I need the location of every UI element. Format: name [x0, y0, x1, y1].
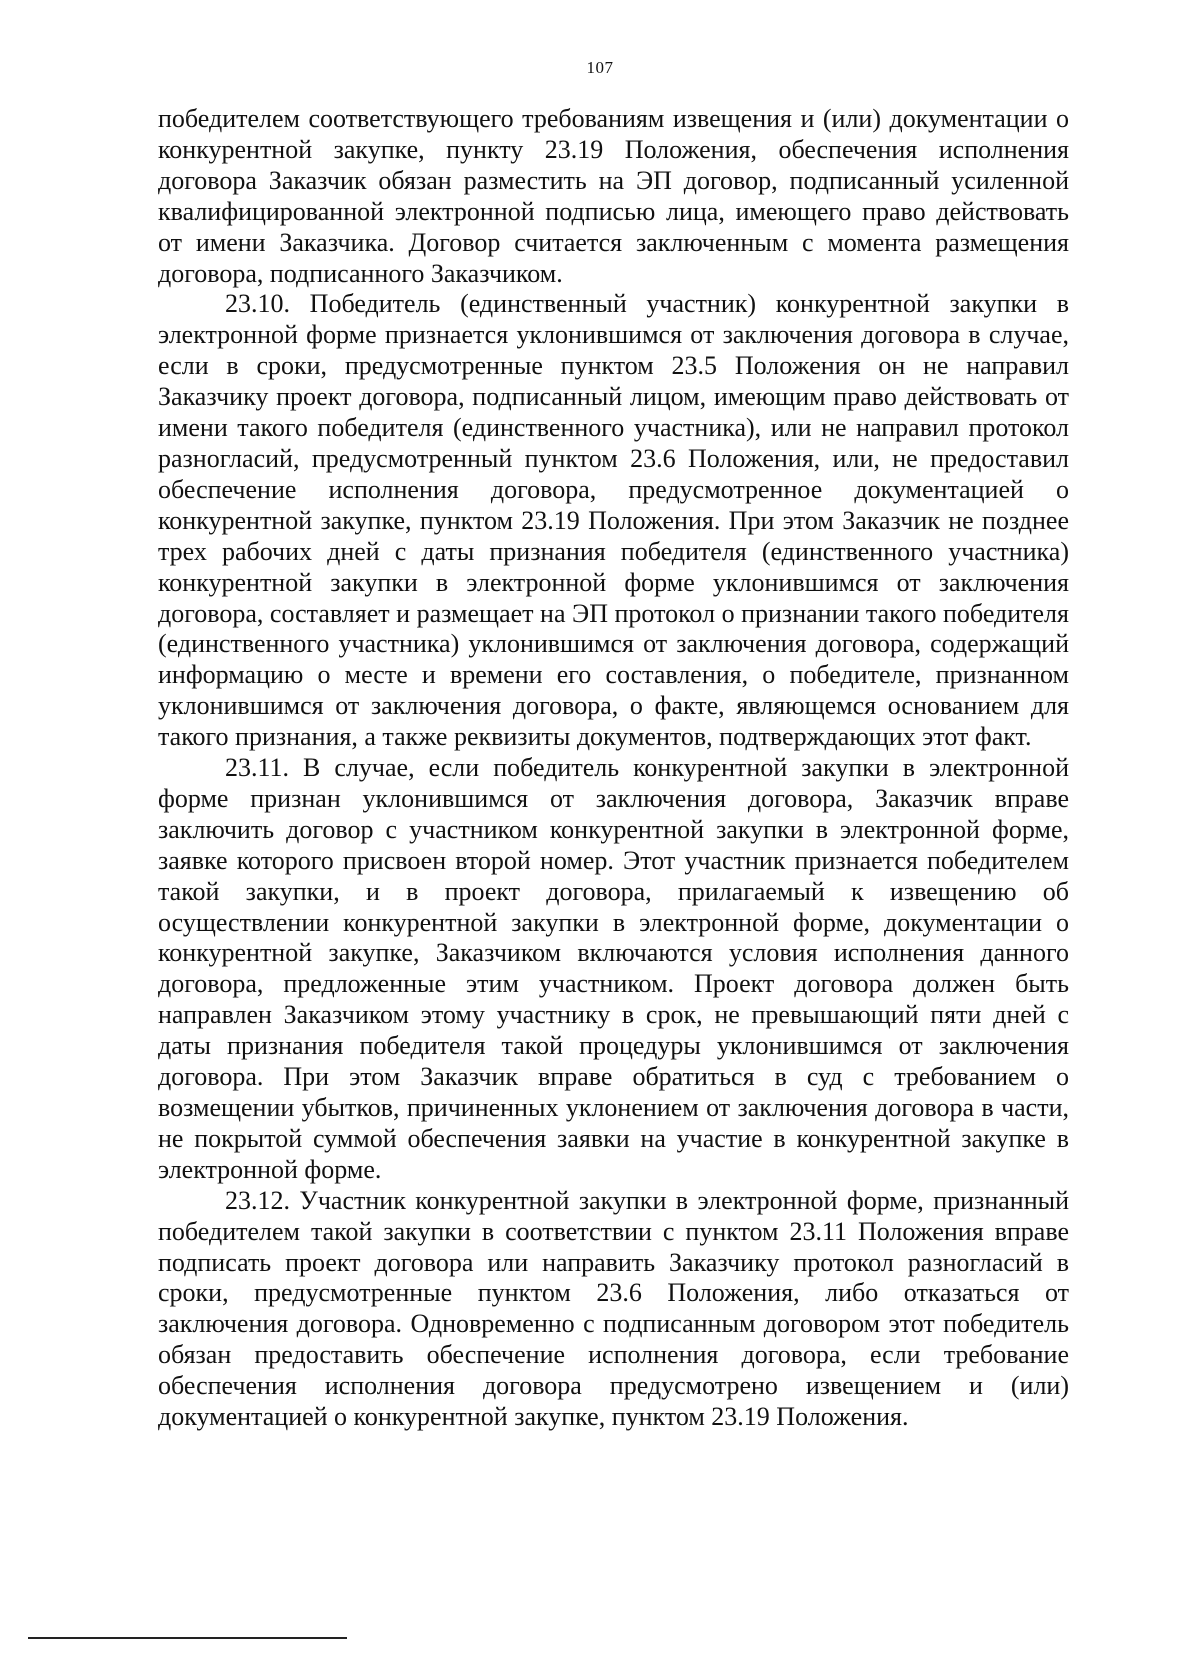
document-body [158, 104, 1069, 1433]
page-number: 107 [586, 58, 614, 77]
paragraph-continuation: победителем соответствующего требованиям извещения и (или) документации о конкурентной закупке, пункту 23.19 Положения, обеспечения исполнения договора Заказчик обязан разместить на ЭП договор, подписанный усиленной квалифицированной электронной подписью лица, имеющего право действовать от имени Заказчика. Договор считается заключенным с момента размещения договора, подписанного Заказчиком. [158, 104, 1069, 288]
paragraph-23-11: 23.11. В случае, если победитель конкурентной закупки в электронной форме признан уклонившимся от заключения договора, Заказчик вправе заключить договор с участником конкурентной закупки в электронной форме, заявке которого присвоен второй номер. Этот участник признается победителем такой закупки, и в проект договора, прилагаемый к извещению об осуществлении конкурентной закупки в электронной форме, документации о конкурентной закупке, Заказчиком включаются условия исполнения данного договора, предложенные этим участником. Проект договора должен быть направлен Заказчиком этому участнику в срок, не превышающий пяти дней с даты признания победителя такой процедуры уклонившимся от заключения договора. При этом Заказчик вправе обратиться в суд с требованием о возмещении убытков, причиненных уклонением от заключения договора в части, не покрытой суммой обеспечения заявки на участие в конкурентной закупке в электронной форме. [158, 753, 1069, 1184]
footnote-separator-line [28, 1637, 347, 1639]
paragraph-23-12: 23.12. Участник конкурентной закупки в электронной форме, признанный победителем такой закупки в соответствии с пунктом 23.11 Положения вправе подписать проект договора или направить Заказчику протокол разногласий в сроки, предусмотренные пунктом 23.6 Положения, либо отказаться от заключения договора. Одновременно с подписанным договором этот победитель обязан предоставить обеспечение исполнения договора, если требование обеспечения исполнения договора предусмотрено извещением и (или) документацией о конкурентной закупке, пунктом 23.19 Положения. [158, 1185, 1069, 1432]
paragraph-23-10: 23.10. Победитель (единственный участник) конкурентной закупки в электронной форме признается уклонившимся от заключения договора в случае, если в сроки, предусмотренные пунктом 23.5 Положения он не направил Заказчику проект договора, подписанный лицом, имеющим право действовать от имени такого победителя (единственного участника), или не направил протокол разногласий, предусмотренный пунктом 23.6 Положения, или, не предоставил обеспечение исполнения договора, предусмотренное документацией о конкурентной закупке, пунктом 23.19 Положения. При этом Заказчик не позднее трех рабочих дней с даты признания победителя (единственного участника) конкурентной закупки в электронной форме уклонившимся от заключения договора, составляет и размещает на ЭП протокол о признании такого победителя (единственного участника) уклонившимся от заключения договора, содержащий информацию о месте и времени его составления, о победителе, признанном уклонившимся от заключения договора, о факте, являющемся основанием для такого признания, а также реквизиты документов, подтверждающих этот факт. [158, 289, 1069, 752]
